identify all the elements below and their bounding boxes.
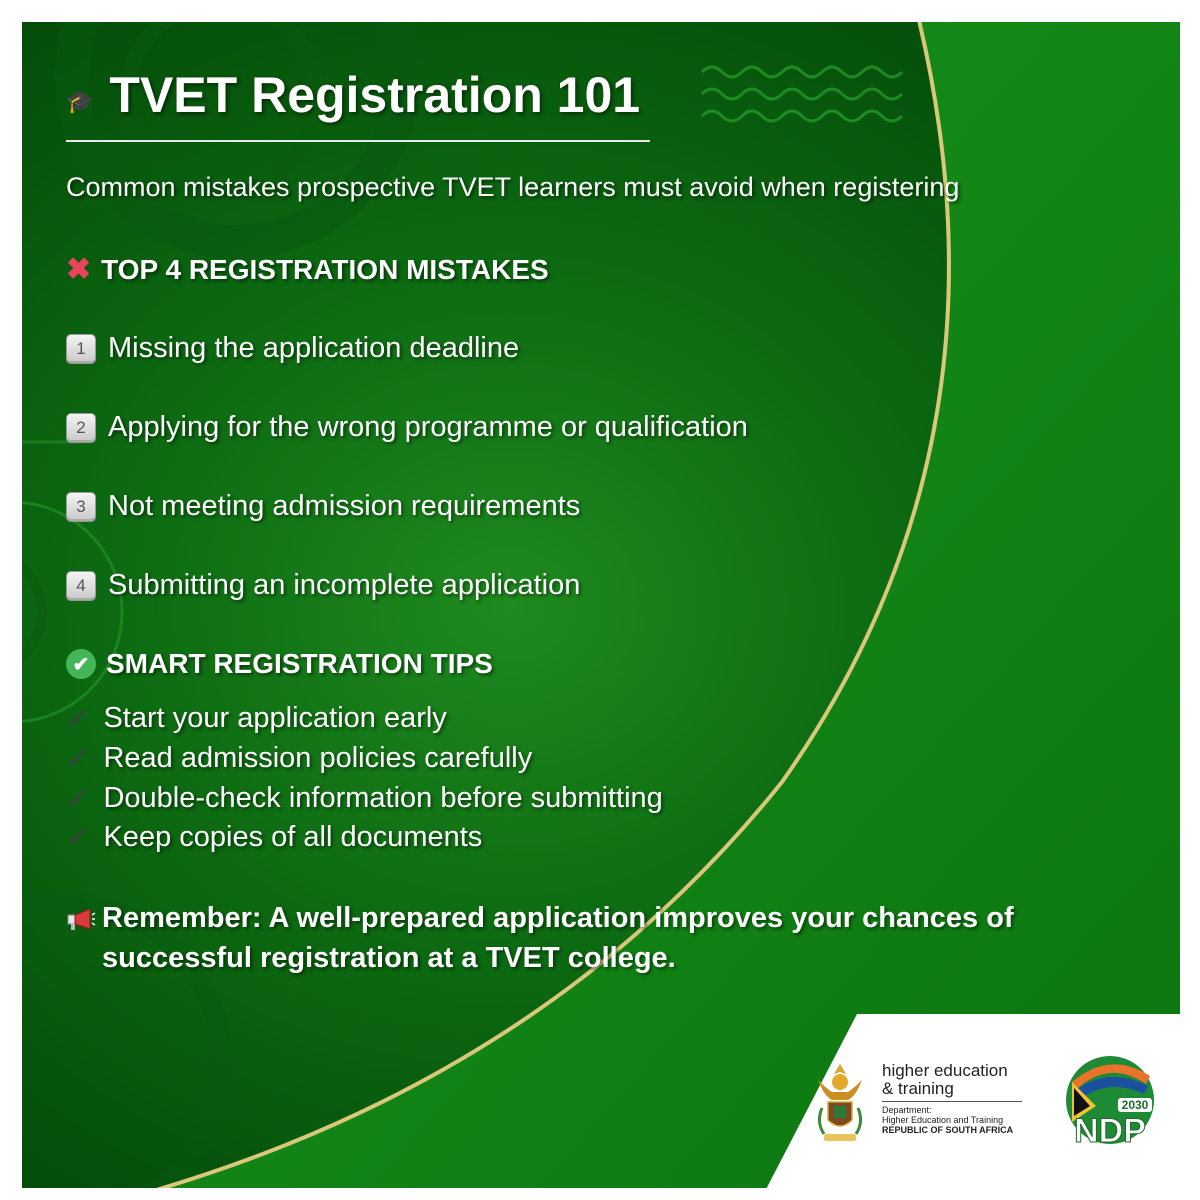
- remember-line-1: Remember: A well-prepared application improves your chances of: [102, 902, 1014, 934]
- tip-item-4: [66, 821, 482, 854]
- checkmark-icon: ✓: [66, 783, 90, 814]
- checkmark-icon: ✓: [66, 703, 90, 734]
- megaphone-icon: [66, 906, 96, 932]
- dhet-dept-name: Higher Education and Training: [882, 1115, 1004, 1125]
- ndp-year: 2030: [1121, 1098, 1149, 1112]
- dhet-title-1: higher education: [882, 1061, 1008, 1080]
- mistake-text: Submitting an incomplete application: [108, 569, 581, 601]
- coat-of-arms-icon: [812, 1062, 868, 1146]
- mistake-text: Applying for the wrong programme or qualification: [108, 411, 748, 443]
- ndp-2030-logo: [1052, 1052, 1172, 1148]
- check-circle-icon: ✔: [66, 649, 96, 679]
- mistake-text: Not meeting admission requirements: [108, 490, 581, 522]
- mistake-item-4: [66, 569, 580, 602]
- dhet-country: REPUBLIC OF SOUTH AFRICA: [882, 1125, 1014, 1135]
- keycap-4-icon: 4: [66, 571, 96, 601]
- keycap-3-icon: 3: [66, 492, 96, 522]
- dhet-logo: [812, 1062, 1022, 1146]
- tip-text: Keep copies of all documents: [103, 821, 483, 853]
- checkmark-icon: ✓: [66, 743, 90, 774]
- tip-text: Read admission policies carefully: [103, 742, 533, 774]
- dhet-title-2: & training: [882, 1079, 954, 1098]
- keycap-2-icon: 2: [66, 413, 96, 443]
- mistakes-heading-label: TOP 4 REGISTRATION MISTAKES: [101, 253, 549, 285]
- dhet-text-block: [882, 1062, 1022, 1135]
- remember-line-2: successful registration at a TVET college.: [102, 942, 676, 974]
- title-divider: [66, 140, 650, 142]
- keycap-1-icon: 1: [66, 334, 96, 364]
- dhet-divider: [882, 1101, 1022, 1102]
- page-title: TVET Registration 101: [109, 67, 641, 123]
- title-row: [66, 66, 640, 124]
- tip-item-3: [66, 782, 663, 815]
- tips-heading-label: SMART REGISTRATION TIPS: [106, 648, 493, 679]
- tips-heading: [66, 648, 493, 680]
- checkmark-icon: ✓: [66, 822, 90, 853]
- graduation-cap-icon: 🎓: [66, 89, 94, 114]
- mistake-text: Missing the application deadline: [108, 332, 520, 364]
- mistake-item-1: [66, 332, 519, 365]
- dhet-dept: Department:: [882, 1105, 932, 1115]
- tip-text: Start your application early: [103, 702, 447, 734]
- tip-text: Double-check information before submitting: [103, 782, 663, 814]
- ndp-text: NDP: [1074, 1112, 1146, 1148]
- tip-item-1: [66, 702, 447, 735]
- tip-item-2: [66, 742, 532, 775]
- remember-note: [66, 898, 1146, 978]
- cross-mark-icon: ✖: [66, 253, 92, 286]
- mistakes-heading: [66, 252, 549, 287]
- mistake-item-2: [66, 411, 748, 444]
- page-subtitle: Common mistakes prospective TVET learners must avoid when registering: [66, 172, 960, 202]
- mistake-item-3: [66, 490, 580, 523]
